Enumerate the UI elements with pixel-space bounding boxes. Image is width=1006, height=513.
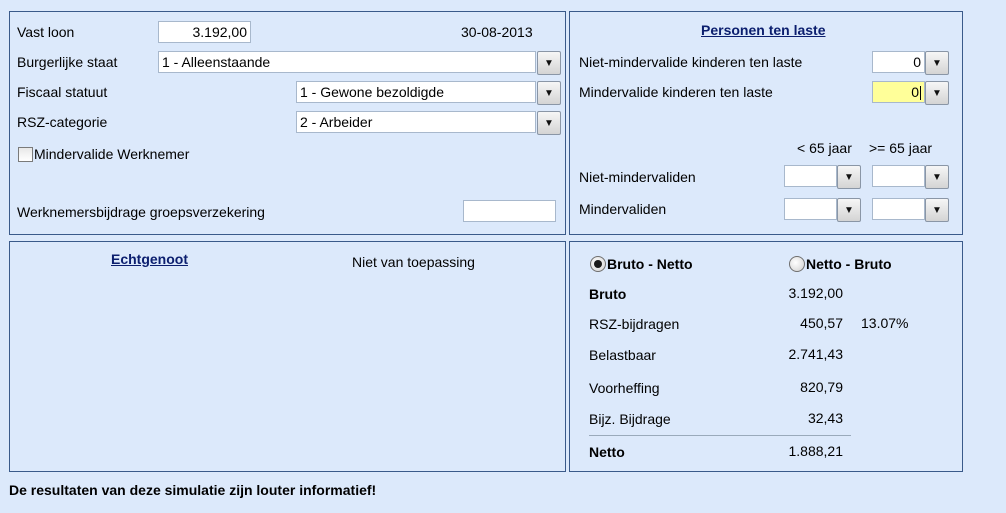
mindervalide-werknemer-checkbox[interactable] xyxy=(18,147,33,162)
date-display: 30-08-2013 xyxy=(461,24,533,40)
fiscaal-statuut-label: Fiscaal statuut xyxy=(17,84,108,100)
bijz-bijdrage-label: Bijz. Bijdrage xyxy=(589,411,671,427)
mindervaliden-over-65-dropdown-button[interactable] xyxy=(925,198,949,222)
belastbaar-value: 2.741,43 xyxy=(788,346,843,362)
chevron-down-icon: ▼ xyxy=(932,171,942,183)
column-header-under-65: < 65 jaar xyxy=(797,140,852,156)
mindervaliden-label: Mindervaliden xyxy=(579,201,667,217)
niet-mindervalide-kinderen-dropdown-button[interactable] xyxy=(925,51,949,75)
niet-mindervaliden-under-65-dropdown-button[interactable] xyxy=(837,165,861,189)
chevron-down-icon: ▼ xyxy=(932,204,942,216)
mindervalide-kinderen-value: 0 xyxy=(911,84,919,100)
bruto-value: 3.192,00 xyxy=(788,285,843,301)
rsz-percent: 13.07% xyxy=(861,315,909,331)
bruto-netto-label[interactable]: Bruto - Netto xyxy=(607,256,693,272)
disclaimer-text: De resultaten van deze simulatie zijn louter informatief! xyxy=(9,482,377,498)
chevron-down-icon: ▼ xyxy=(844,171,854,183)
niet-mindervaliden-label: Niet-mindervaliden xyxy=(579,169,696,185)
rsz-label: RSZ-bijdragen xyxy=(589,316,680,332)
chevron-down-icon: ▼ xyxy=(544,117,554,129)
rsz-categorie-select[interactable]: 2 - Arbeider xyxy=(296,111,536,133)
rsz-categorie-dropdown-button[interactable] xyxy=(537,111,561,135)
spouse-status: Niet van toepassing xyxy=(352,254,475,270)
netto-label: Netto xyxy=(589,444,625,460)
netto-value: 1.888,21 xyxy=(788,443,843,459)
mindervaliden-over-65-select[interactable] xyxy=(872,198,925,220)
chevron-down-icon: ▼ xyxy=(544,87,554,99)
spouse-title: Echtgenoot xyxy=(111,251,188,267)
niet-mindervalide-kinderen-input[interactable]: 0 xyxy=(872,51,925,73)
voorheffing-value: 820,79 xyxy=(800,379,843,395)
belastbaar-label: Belastbaar xyxy=(589,347,656,363)
burgerlijke-staat-dropdown-button[interactable] xyxy=(537,51,561,75)
niet-mindervaliden-over-65-dropdown-button[interactable] xyxy=(925,165,949,189)
niet-mindervalide-kinderen-label: Niet-mindervalide kinderen ten laste xyxy=(579,54,803,70)
dependents-title: Personen ten laste xyxy=(701,22,826,38)
mindervalide-kinderen-label: Mindervalide kinderen ten laste xyxy=(579,84,773,100)
column-header-over-65: >= 65 jaar xyxy=(869,140,933,156)
chevron-down-icon: ▼ xyxy=(932,57,942,69)
text-caret xyxy=(920,86,921,100)
groepsverzekering-label: Werknemersbijdrage groepsverzekering xyxy=(17,204,265,220)
fiscaal-statuut-select[interactable]: 1 - Gewone bezoldigde xyxy=(296,81,536,103)
burgerlijke-staat-label: Burgerlijke staat xyxy=(17,54,118,70)
chevron-down-icon: ▼ xyxy=(844,204,854,216)
vast-loon-input[interactable]: 3.192,00 xyxy=(158,21,251,43)
netto-bruto-radio[interactable] xyxy=(789,256,805,272)
niet-mindervaliden-under-65-select[interactable] xyxy=(784,165,837,187)
groepsverzekering-input[interactable] xyxy=(463,200,556,222)
burgerlijke-staat-select[interactable]: 1 - Alleenstaande xyxy=(158,51,536,73)
mindervalide-kinderen-dropdown-button[interactable] xyxy=(925,81,949,105)
bruto-netto-radio[interactable] xyxy=(590,256,606,272)
mindervalide-kinderen-input[interactable] xyxy=(872,81,925,103)
fiscaal-statuut-dropdown-button[interactable] xyxy=(537,81,561,105)
bruto-label: Bruto xyxy=(589,286,627,302)
spouse-panel xyxy=(9,241,566,472)
totals-divider xyxy=(589,435,851,436)
netto-bruto-label[interactable]: Netto - Bruto xyxy=(806,256,892,272)
mindervaliden-under-65-select[interactable] xyxy=(784,198,837,220)
chevron-down-icon: ▼ xyxy=(544,57,554,69)
vast-loon-label: Vast loon xyxy=(17,24,75,40)
voorheffing-label: Voorheffing xyxy=(589,380,660,396)
bijz-bijdrage-value: 32,43 xyxy=(807,410,843,426)
rsz-value: 450,57 xyxy=(800,315,843,331)
niet-mindervaliden-over-65-select[interactable] xyxy=(872,165,925,187)
rsz-categorie-label: RSZ-categorie xyxy=(17,114,108,130)
mindervalide-werknemer-label: Mindervalide Werknemer xyxy=(34,146,190,162)
mindervaliden-under-65-dropdown-button[interactable] xyxy=(837,198,861,222)
chevron-down-icon: ▼ xyxy=(932,87,942,99)
